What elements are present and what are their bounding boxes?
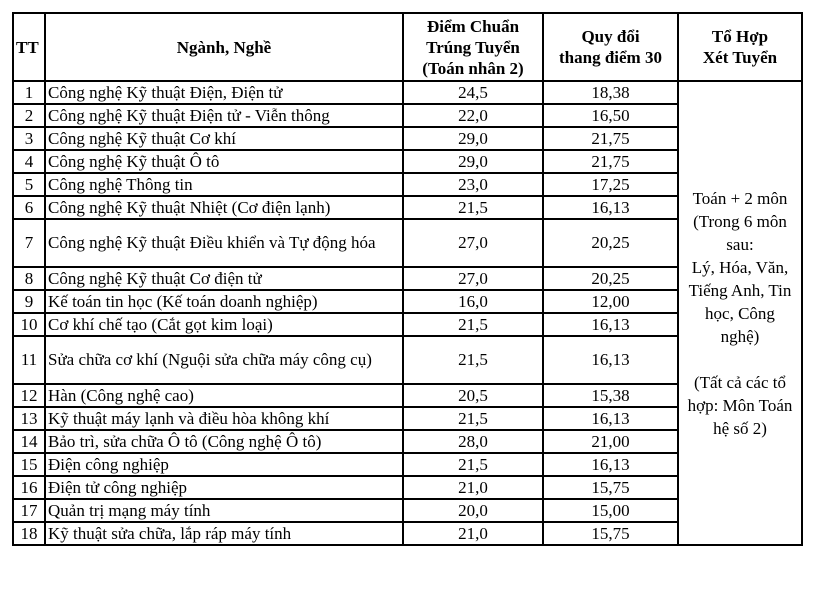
header-converted <box>543 13 678 81</box>
header-score <box>403 13 543 81</box>
row-score: 21,0 <box>403 522 543 545</box>
row-score: 29,0 <box>403 127 543 150</box>
row-score: 21,5 <box>403 313 543 336</box>
row-score: 24,5 <box>403 81 543 104</box>
row-major: Điện công nghiệp <box>45 453 403 476</box>
row-major: Quản trị mạng máy tính <box>45 499 403 522</box>
row-major: Kỹ thuật máy lạnh và điều hòa không khí <box>45 407 403 430</box>
table-row <box>13 81 802 104</box>
row-converted: 16,13 <box>543 407 678 430</box>
combination-line: (Tất cả các tổ <box>693 372 786 392</box>
row-major: Công nghệ Kỹ thuật Điều khiển và Tự động hóa <box>45 219 403 267</box>
row-major: Kỹ thuật sửa chữa, lắp ráp máy tính <box>45 522 403 545</box>
combination-line: (Trong 6 môn <box>693 211 787 231</box>
row-converted: 15,38 <box>543 384 678 407</box>
combination-line: Lý, Hóa, Văn, <box>691 257 789 277</box>
row-tt: 9 <box>13 290 45 313</box>
combination-line: Tiếng Anh, Tin <box>688 280 792 300</box>
row-tt: 10 <box>13 313 45 336</box>
row-converted: 18,38 <box>543 81 678 104</box>
row-score: 20,0 <box>403 499 543 522</box>
admission-scores-table <box>12 12 803 546</box>
header-score-line: Điểm Chuẩn <box>426 16 520 36</box>
row-score: 16,0 <box>403 290 543 313</box>
row-converted: 16,50 <box>543 104 678 127</box>
row-score: 21,0 <box>403 476 543 499</box>
row-converted: 16,13 <box>543 453 678 476</box>
header-score-line: Trúng Tuyển <box>426 37 520 57</box>
row-converted: 12,00 <box>543 290 678 313</box>
row-tt: 5 <box>13 173 45 196</box>
row-major: Bảo trì, sửa chữa Ô tô (Công nghệ Ô tô) <box>45 430 403 453</box>
combination-line: hệ số 2) <box>713 418 767 438</box>
row-score: 23,0 <box>403 173 543 196</box>
row-tt: 14 <box>13 430 45 453</box>
row-score: 21,5 <box>403 453 543 476</box>
row-tt: 15 <box>13 453 45 476</box>
row-tt: 13 <box>13 407 45 430</box>
row-score: 29,0 <box>403 150 543 173</box>
row-converted: 16,13 <box>543 336 678 384</box>
combination-line: sau: <box>726 234 754 254</box>
row-major: Công nghệ Thông tin <box>45 173 403 196</box>
combination-spacer <box>681 348 799 371</box>
header-major: Ngành, Nghề <box>45 13 403 81</box>
row-score: 28,0 <box>403 430 543 453</box>
header-tt: TT <box>13 13 45 81</box>
row-tt: 8 <box>13 267 45 290</box>
header-combination <box>678 13 802 81</box>
row-tt: 16 <box>13 476 45 499</box>
row-tt: 6 <box>13 196 45 219</box>
row-tt: 2 <box>13 104 45 127</box>
header-row <box>13 13 802 81</box>
row-tt: 7 <box>13 219 45 267</box>
row-tt: 12 <box>13 384 45 407</box>
row-converted: 21,00 <box>543 430 678 453</box>
row-major: Công nghệ Kỹ thuật Điện, Điện tử <box>45 81 403 104</box>
row-tt: 11 <box>13 336 45 384</box>
row-major: Công nghệ Kỹ thuật Điện tử - Viễn thông <box>45 104 403 127</box>
row-major: Cơ khí chế tạo (Cắt gọt kim loại) <box>45 313 403 336</box>
combination-line: nghệ) <box>720 326 760 346</box>
combination-line: Toán + 2 môn <box>692 188 788 208</box>
row-score: 21,5 <box>403 336 543 384</box>
header-converted-line: Quy đổi <box>581 27 640 46</box>
row-major: Kế toán tin học (Kế toán doanh nghiệp) <box>45 290 403 313</box>
row-major: Điện tử công nghiệp <box>45 476 403 499</box>
combination-cell <box>678 81 802 545</box>
row-major: Hàn (Công nghệ cao) <box>45 384 403 407</box>
header-combination-line: Xét Tuyển <box>702 48 778 67</box>
row-score: 20,5 <box>403 384 543 407</box>
row-major: Công nghệ Kỹ thuật Cơ điện tử <box>45 267 403 290</box>
header-converted-line: thang điểm 30 <box>559 48 662 67</box>
header-score-line: (Toán nhân 2) <box>422 58 524 78</box>
row-converted: 21,75 <box>543 127 678 150</box>
row-tt: 17 <box>13 499 45 522</box>
row-converted: 15,75 <box>543 522 678 545</box>
row-tt: 18 <box>13 522 45 545</box>
row-converted: 16,13 <box>543 196 678 219</box>
row-converted: 20,25 <box>543 219 678 267</box>
row-converted: 15,00 <box>543 499 678 522</box>
row-score: 27,0 <box>403 219 543 267</box>
row-score: 21,5 <box>403 196 543 219</box>
row-major: Công nghệ Kỹ thuật Cơ khí <box>45 127 403 150</box>
row-converted: 16,13 <box>543 313 678 336</box>
combination-line: học, Công <box>705 303 775 323</box>
row-tt: 4 <box>13 150 45 173</box>
row-tt: 3 <box>13 127 45 150</box>
header-combination-line: Tổ Hợp <box>711 27 769 46</box>
row-converted: 15,75 <box>543 476 678 499</box>
row-major: Sửa chữa cơ khí (Nguội sửa chữa máy công cụ) <box>45 336 403 384</box>
row-converted: 21,75 <box>543 150 678 173</box>
row-converted: 20,25 <box>543 267 678 290</box>
row-converted: 17,25 <box>543 173 678 196</box>
row-major: Công nghệ Kỹ thuật Nhiệt (Cơ điện lạnh) <box>45 196 403 219</box>
row-score: 22,0 <box>403 104 543 127</box>
row-tt: 1 <box>13 81 45 104</box>
row-score: 21,5 <box>403 407 543 430</box>
row-major: Công nghệ Kỹ thuật Ô tô <box>45 150 403 173</box>
row-score: 27,0 <box>403 267 543 290</box>
combination-line: hợp: Môn Toán <box>687 395 793 415</box>
